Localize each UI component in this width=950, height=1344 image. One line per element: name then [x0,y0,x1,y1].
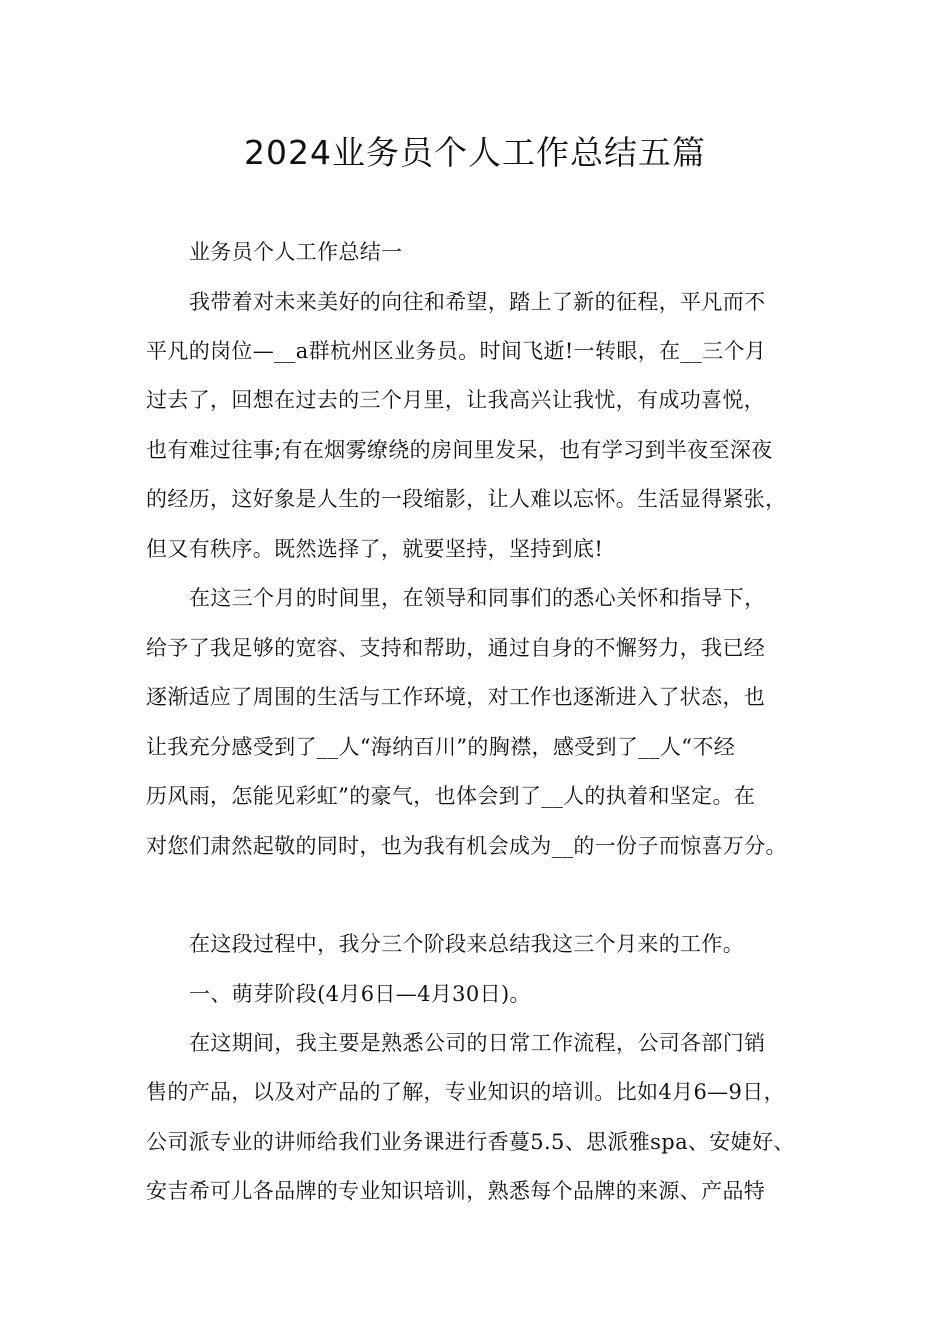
text-line: 让我充分感受到了__人“海纳百川”的胸襟，感受到了__人“不经 [146,735,736,759]
text-line: 平凡的岗位—__a群杭州区业务员。时间飞逝!一转眼，在__三个月 [146,339,767,363]
text-line: 过去了，回想在过去的三个月里，让我高兴让我忧，有成功喜悦， [146,388,766,412]
document-title: 2024业务员个人工作总结五篇 [244,133,706,172]
section-heading: 业务员个人工作总结一 [189,240,403,264]
text-line: 也有难过往事;有在烟雾缭绕的房间里发呆，也有学习到半夜至深夜 [146,438,773,462]
text-line: 但又有秩序。既然选择了，就要坚持，坚持到底! [146,537,604,561]
text-line: 在这期间，我主要是熟悉公司的日常工作流程，公司各部门销 [189,1031,766,1055]
text-line: 在这三个月的时间里，在领导和同事们的悉心关怀和指导下， [189,586,766,610]
text-line: 我带着对未来美好的向往和希望，踏上了新的征程，平凡而不 [189,290,766,314]
text-line: 逐渐适应了周围的生活与工作环境，对工作也逐渐进入了状态，也 [146,685,766,709]
text-line: 给予了我足够的宽容、支持和帮助，通过自身的不懈努力，我已经 [146,636,766,660]
text-line: 售的产品，以及对产品的了解，专业知识的培训。比如4月6—9日， [146,1080,785,1104]
text-line: 公司派专业的讲师给我们业务课进行香蔓5.5、思派雅spa、安婕好、 [146,1130,795,1154]
text-line: 对您们肃然起敬的同时，也为我有机会成为__的一份子而惊喜万分。 [146,834,787,858]
section-heading: 一、萌芽阶段(4月6日—4月30日)。 [189,982,531,1006]
text-line: 历风雨，怎能见彩虹”的豪气，也体会到了__人的执着和坚定。在 [146,784,756,808]
text-line: 安吉希可儿各品牌的专业知识培训，熟悉每个品牌的来源、产品特 [146,1179,766,1203]
text-line: 在这段过程中，我分三个阶段来总结我这三个月来的工作。 [189,932,745,956]
text-line: 的经历，这好象是人生的一段缩影，让人难以忘怀。生活显得紧张， [146,487,787,511]
